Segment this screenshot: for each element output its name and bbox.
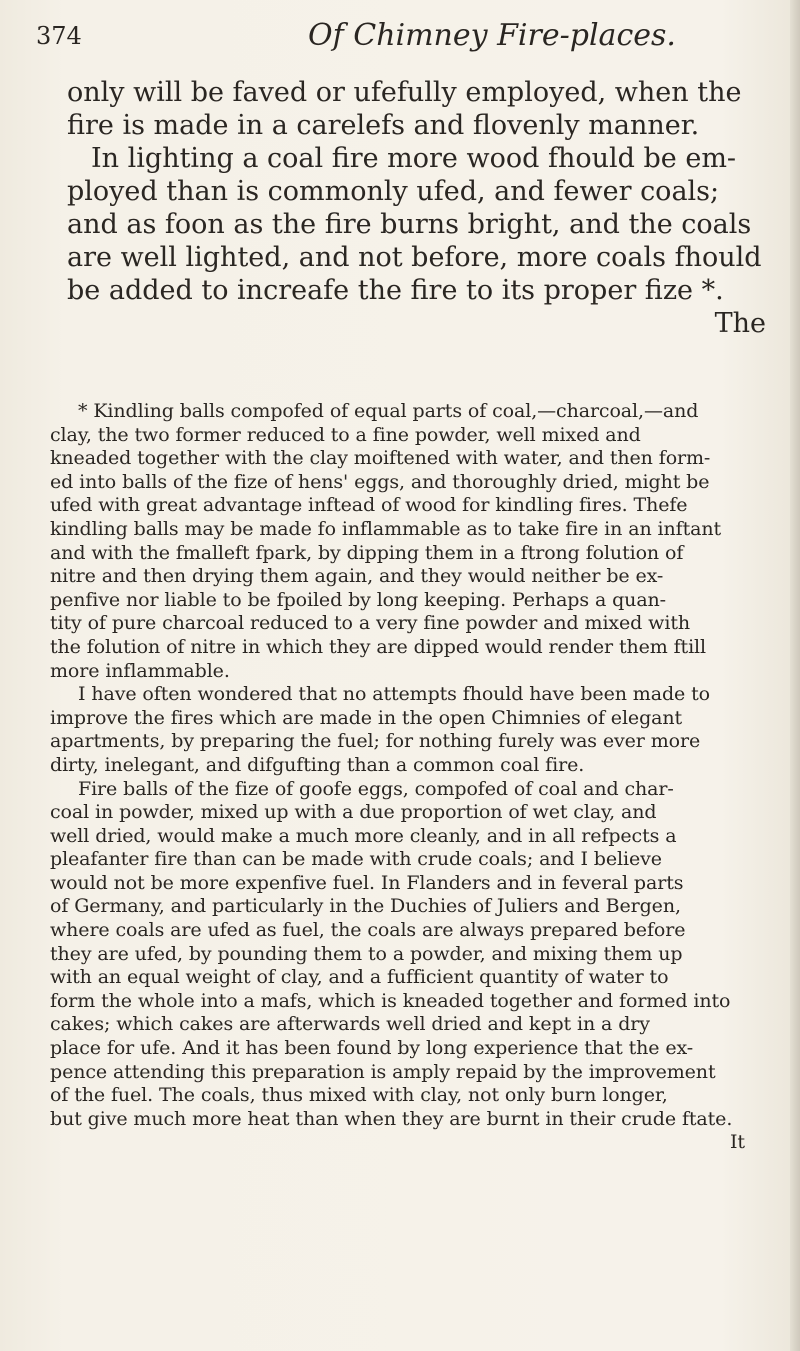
- footnote-line: where coals are ufed as fuel, the coals are always prepared before: [50, 919, 686, 942]
- footnote-line: pence attending this preparation is amply repaid by the improvement: [50, 1060, 716, 1083]
- footnote-line: with an equal weight of clay, and a fufficient quantity of water to: [50, 966, 669, 989]
- footnote-line: cakes; which cakes are afterwards well dried and kept in a dry: [50, 1013, 650, 1036]
- running-title: Of Chimney Fire-places.: [308, 18, 676, 53]
- page-number: 374: [36, 22, 82, 50]
- footnote-line: kneaded together with the clay moiftened with water, and then form-: [50, 447, 711, 470]
- footnote-line: * Kindling balls compofed of equal parts of coal,—charcoal,—and: [78, 400, 699, 422]
- text-line: only will be faved or ufefully employed, when the: [67, 77, 742, 108]
- text-line: be added to increafe the fire to its proper fize *.: [67, 275, 724, 306]
- footnote-line: of Germany, and particularly in the Duchies of Juliers and Bergen,: [50, 895, 681, 918]
- footnote-line: pleafanter fire than can be made with crude coals; and I believe: [50, 848, 662, 871]
- footnote-line: nitre and then drying them again, and they would neither be ex-: [50, 565, 664, 588]
- footnote-line: improve the fires which are made in the open Chimnies of elegant: [50, 706, 683, 729]
- footnote-line: tity of pure charcoal reduced to a very fine powder and mixed with: [50, 612, 690, 635]
- text-line: are well lighted, and not before, more coals fhould: [67, 242, 762, 273]
- footnote-line: they are ufed, by pounding them to a powder, and mixing them up: [50, 942, 683, 965]
- footnote: [50, 400, 775, 1155]
- footnote-line: place for ufe. And it has been found by long experience that the ex-: [50, 1037, 694, 1060]
- text-line: fire is made in a carelefs and flovenly manner.: [67, 110, 700, 141]
- main-text: [67, 76, 772, 340]
- footnote-line: I have often wondered that no attempts fhould have been made to: [78, 683, 710, 706]
- footnote-line: kindling balls may be made fo inflammable as to take fire in an inftant: [50, 517, 722, 540]
- footnote-line: Fire balls of the fize of goofe eggs, compofed of coal and char-: [78, 777, 674, 800]
- footnote-line: more inflammable.: [50, 659, 230, 682]
- footnote-line: but give much more heat than when they are burnt in their crude ftate.: [50, 1107, 733, 1130]
- footnote-line: ufed with great advantage inftead of wood for kindling fires. Thefe: [50, 494, 688, 517]
- footnote-line: ed into balls of the fize of hens' eggs, and thoroughly dried, might be: [50, 470, 710, 493]
- text-line: and as foon as the fire burns bright, and the coals: [67, 209, 752, 240]
- footnote-line: well dried, would make a much more cleanly, and in all refpects a: [50, 824, 677, 847]
- footnote-catchword: It: [730, 1131, 745, 1154]
- footnote-line: and with the fmalleft fpark, by dipping them in a ftrong folution of: [50, 541, 684, 564]
- footnote-line: the folution of nitre in which they are dipped would render them ftill: [50, 635, 707, 658]
- footnote-line: clay, the two former reduced to a fine powder, well mixed and: [50, 423, 641, 446]
- footnote-line: penfive nor liable to be fpoiled by long keeping. Perhaps a quan-: [50, 588, 667, 611]
- catchword: The: [714, 308, 766, 339]
- footnote-line: dirty, inelegant, and difgufting than a common coal fire.: [50, 753, 585, 776]
- footnote-line: of the fuel. The coals, thus mixed with clay, not only burn longer,: [50, 1084, 668, 1107]
- footnote-line: form the whole into a mafs, which is kneaded together and formed into: [50, 989, 731, 1012]
- text-line: In lighting a coal fire more wood fhould be em-: [91, 143, 737, 174]
- footnote-line: would not be more expenfive fuel. In Flanders and in feveral parts: [50, 871, 684, 894]
- footnote-line: apartments, by preparing the fuel; for nothing furely was ever more: [50, 730, 701, 753]
- page-edge: [790, 0, 800, 1351]
- text-line: ployed than is commonly ufed, and fewer coals;: [67, 176, 720, 207]
- page-header: [36, 18, 776, 68]
- footnote-line: coal in powder, mixed up with a due proportion of wet clay, and: [50, 801, 657, 824]
